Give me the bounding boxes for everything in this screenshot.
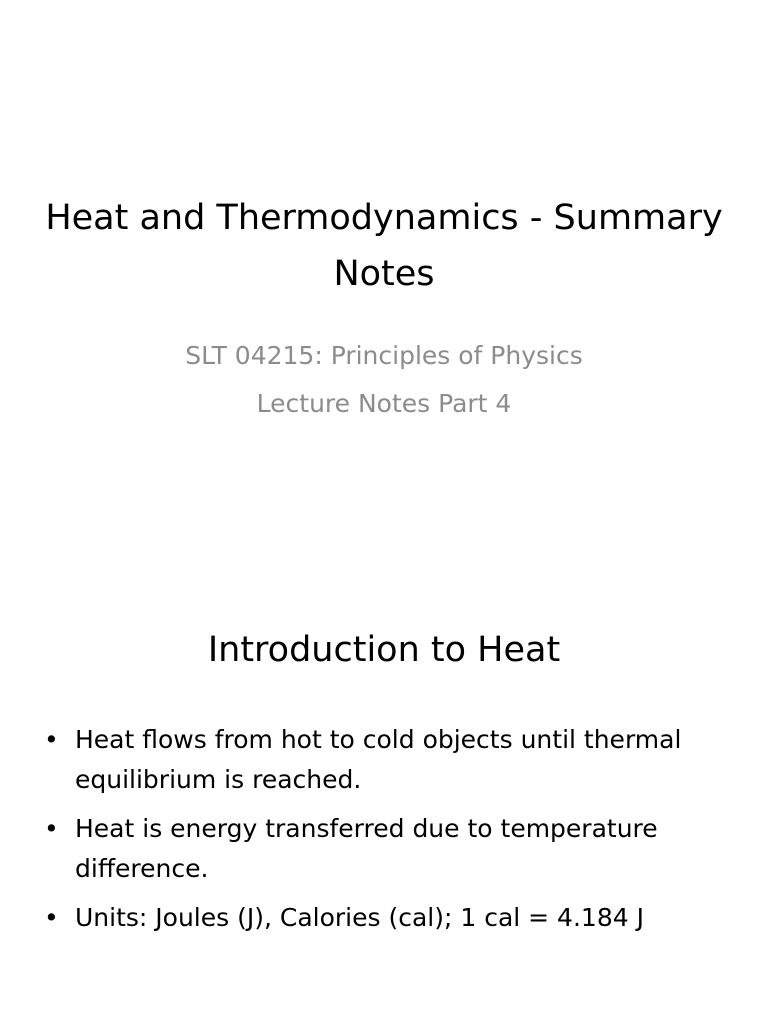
bullet-dot-icon: • — [44, 814, 59, 843]
bullet-item — [40, 898, 730, 938]
slide-title: Heat and Thermodynamics - Summary Notes — [45, 198, 723, 294]
intro-slide — [0, 576, 768, 1024]
bullet-item — [40, 809, 730, 889]
bullet-dot-icon: • — [44, 725, 59, 754]
bullet-text: Heat flows from hot to cold objects until thermal equilibrium is reached. — [75, 725, 682, 794]
bullet-item — [40, 720, 730, 800]
bullet-text: Units: Joules (J), Calories (cal); 1 cal = 4.184 J — [75, 903, 644, 932]
bullet-list — [40, 720, 730, 947]
subtitle-line-part: Lecture Notes Part 4 — [256, 389, 512, 418]
bullet-dot-icon: • — [44, 903, 59, 932]
bullet-text: Heat is energy transferred due to temperature difference. — [75, 814, 658, 883]
subtitle-line-course: SLT 04215: Principles of Physics — [185, 341, 583, 370]
slide-subtitle — [40, 332, 728, 428]
slide-heading: Introduction to Heat — [207, 630, 561, 670]
